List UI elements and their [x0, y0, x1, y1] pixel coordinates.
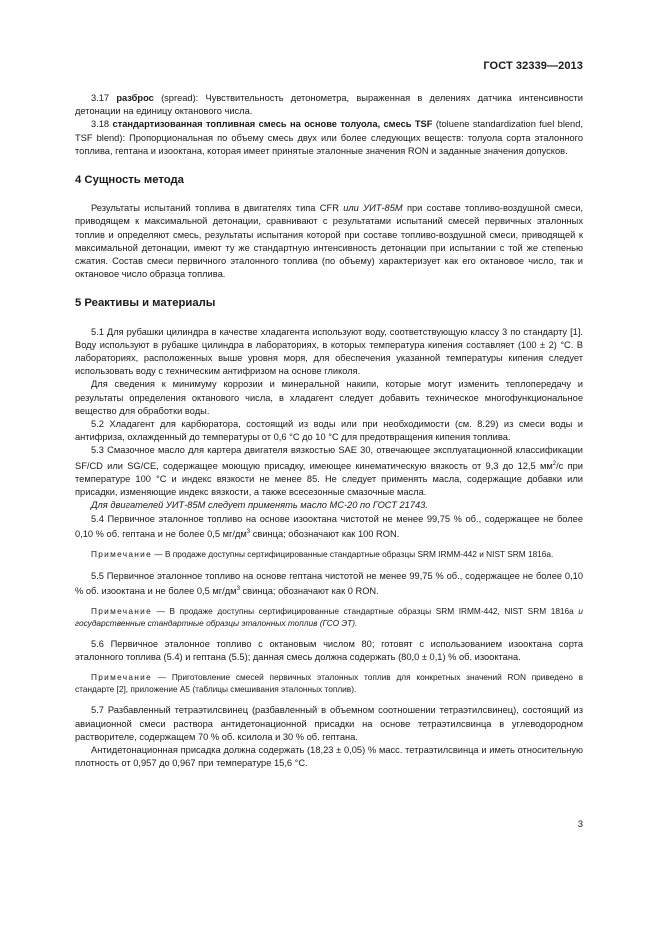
- note-1: Примечание — В продаже доступны сертифицированные стандартные образцы SRM IRMM-442 и NIST SRM 1816a.: [91, 549, 554, 560]
- note-label: Примечание: [91, 672, 153, 683]
- paragraph-5-4: 5.4 Первичное эталонное топливо на основе изооктана чистотой не менее 99,75 % об., содержащее не более 0,10 % об. гептана и не более 0,5 $мг/дм^3$ свинца; обозначают как 100 RON.: [75, 513, 583, 539]
- page-number: 3: [577, 819, 583, 830]
- paragraph-5-3-italic: Для двигателей УИТ-85М следует применять масло МС-20 по ГОСТ 21743.: [91, 500, 428, 511]
- section-5-heading: 5 Реактивы и материалы: [75, 297, 216, 310]
- paragraph-5-1-cont: Для сведения к минимуму коррозии и минеральной накипи, которые могут изменить теплопередачу и результаты определения октанового числа, в хладагент следует добавить техническое многофункциональное вещество для обработки воды.: [75, 379, 583, 416]
- section-4-heading: 4 Сущность метода: [75, 174, 184, 187]
- paragraph-5-5: 5.5 Первичное эталонное топливо на основе гептана чистотой не менее 99,75 % об., содержащее не более 0,10 % об. изооктана и не более 0,5 $мг/дм^3$ свинца; обозначают как 0 RON.: [75, 570, 583, 596]
- term-spread: разброс: [116, 93, 154, 103]
- section-4-paragraph: Результаты испытаний топлива в двигателях типа CFR или УИТ-85М при составе топливо-воздушной смеси, приводящем к максимальной детонации, сравнивают с результатами испытаний смесей первичных эталонных топлив и определяют смесь, результаты испытания которой при составе топливо-воздушной смеси, приводящей к максимальной детонации, имеют ту же стандартную интенсивность детонации при испытании с той же степенью сжатия. Состав смеси первичного эталонного топлива (по объему) характеризует как его октановое число, так и октановое число образца топлива.: [75, 203, 583, 280]
- definition-3-18: 3.18 стандартизованная топливная смесь на основе толуола, смесь TSF (toluene standardization fuel blend, TSF blend): Пропорциональная по объему смесь двух или более следующих веществ: толуола сорта эталонного топлива, гептана и изооктана, которая имеет принятые эталонные значения RON и заданные значения допусков.: [75, 119, 583, 156]
- definition-3-17: 3.17 разброс (spread): Чувствительность детонометра, выраженная в делениях датчика интенсивности детонации на единицу октанового числа.: [75, 93, 583, 117]
- note-3: Примечание — Приготовление смесей первичных эталонных топлив для конкретных значений RON приведено в стандарте [2], приложение А5 (таблицы смешивания эталонных топлив).: [75, 672, 583, 694]
- note-label: Примечание: [91, 549, 153, 560]
- document-code: ГОСТ 32339—2013: [483, 60, 583, 72]
- note-label: Примечание: [91, 606, 153, 617]
- page-body: [75, 92, 583, 771]
- paragraph-5-2: 5.2 Хладагент для карбюратора, состоящий из воды или при необходимости (см. 8.29) из смеси воды и антифриза, охлажденный до температуры от 0,6 °С до 10 °С для предотвращения кипения топлива.: [75, 419, 583, 443]
- paragraph-5-3: 5.3 Смазочное масло для картера двигателя вязкостью SAE 30, отвечающее эксплуатационной классификации SF/CD или SG/CE, содержащее моющую присадку, имеющее кинематическую вязкость от 9,3 до 12,5 $мм^2/с$ при температуре 100 °С и индекс вязкости не менее 85. Не следует применять масла, содержащие добавки или присадки, изменяющие индекс вязкости, а также всесезонные смазочные масла.: [75, 445, 583, 498]
- paragraph-5-6: 5.6 Первичное эталонное топливо с октановым числом 80; готовят с использованием изооктана сорта эталонного топлива (5.4) и гептана (5.5); данная смесь должна содержать (80,0 ± 0,1) % об. изооктана.: [75, 639, 583, 663]
- note-2: Примечание — В продаже доступны сертифицированные стандартные образцы SRM IRMM-442, NIST SRM 1816a и государственные стандартные образцы эталонных топлив (ГСО ЭТ).: [75, 606, 583, 628]
- paragraph-5-7: 5.7 Разбавленный тетраэтилсвинец (разбавленный в объемном соотношении тетраэтилсвинец), состоящий из авиационной смеси раствора антидетонационной присадки на основе тетраэтилсвинца в углеводородном растворителе, содержащем 70 % об. ксилола и 30 % об. гептана.: [75, 705, 583, 742]
- paragraph-5-1: 5.1 Для рубашки цилиндра в качестве хладагента используют воду, соответствующую классу 3 по стандарту [1]. Воду используют в рубашке цилиндра в лабораториях, в которых температура кипения составляет (100 ± 2) °С. В лабораториях, расположенных выше уровня моря, для обеспечения указанной температуры кипения следует использовать воду с техническим антифризом на основе гликоля.: [75, 326, 583, 377]
- term-tsf-blend: стандартизованная топливная смесь на основе толуола, смесь TSF: [112, 119, 433, 130]
- paragraph-5-7-cont: Антидетонационная присадка должна содержать (18,23 ± 0,05) % масс. тетраэтилсвинца и иметь относительную плотность от 0,957 до 0,967 при температуре 15,6 °С.: [75, 745, 583, 769]
